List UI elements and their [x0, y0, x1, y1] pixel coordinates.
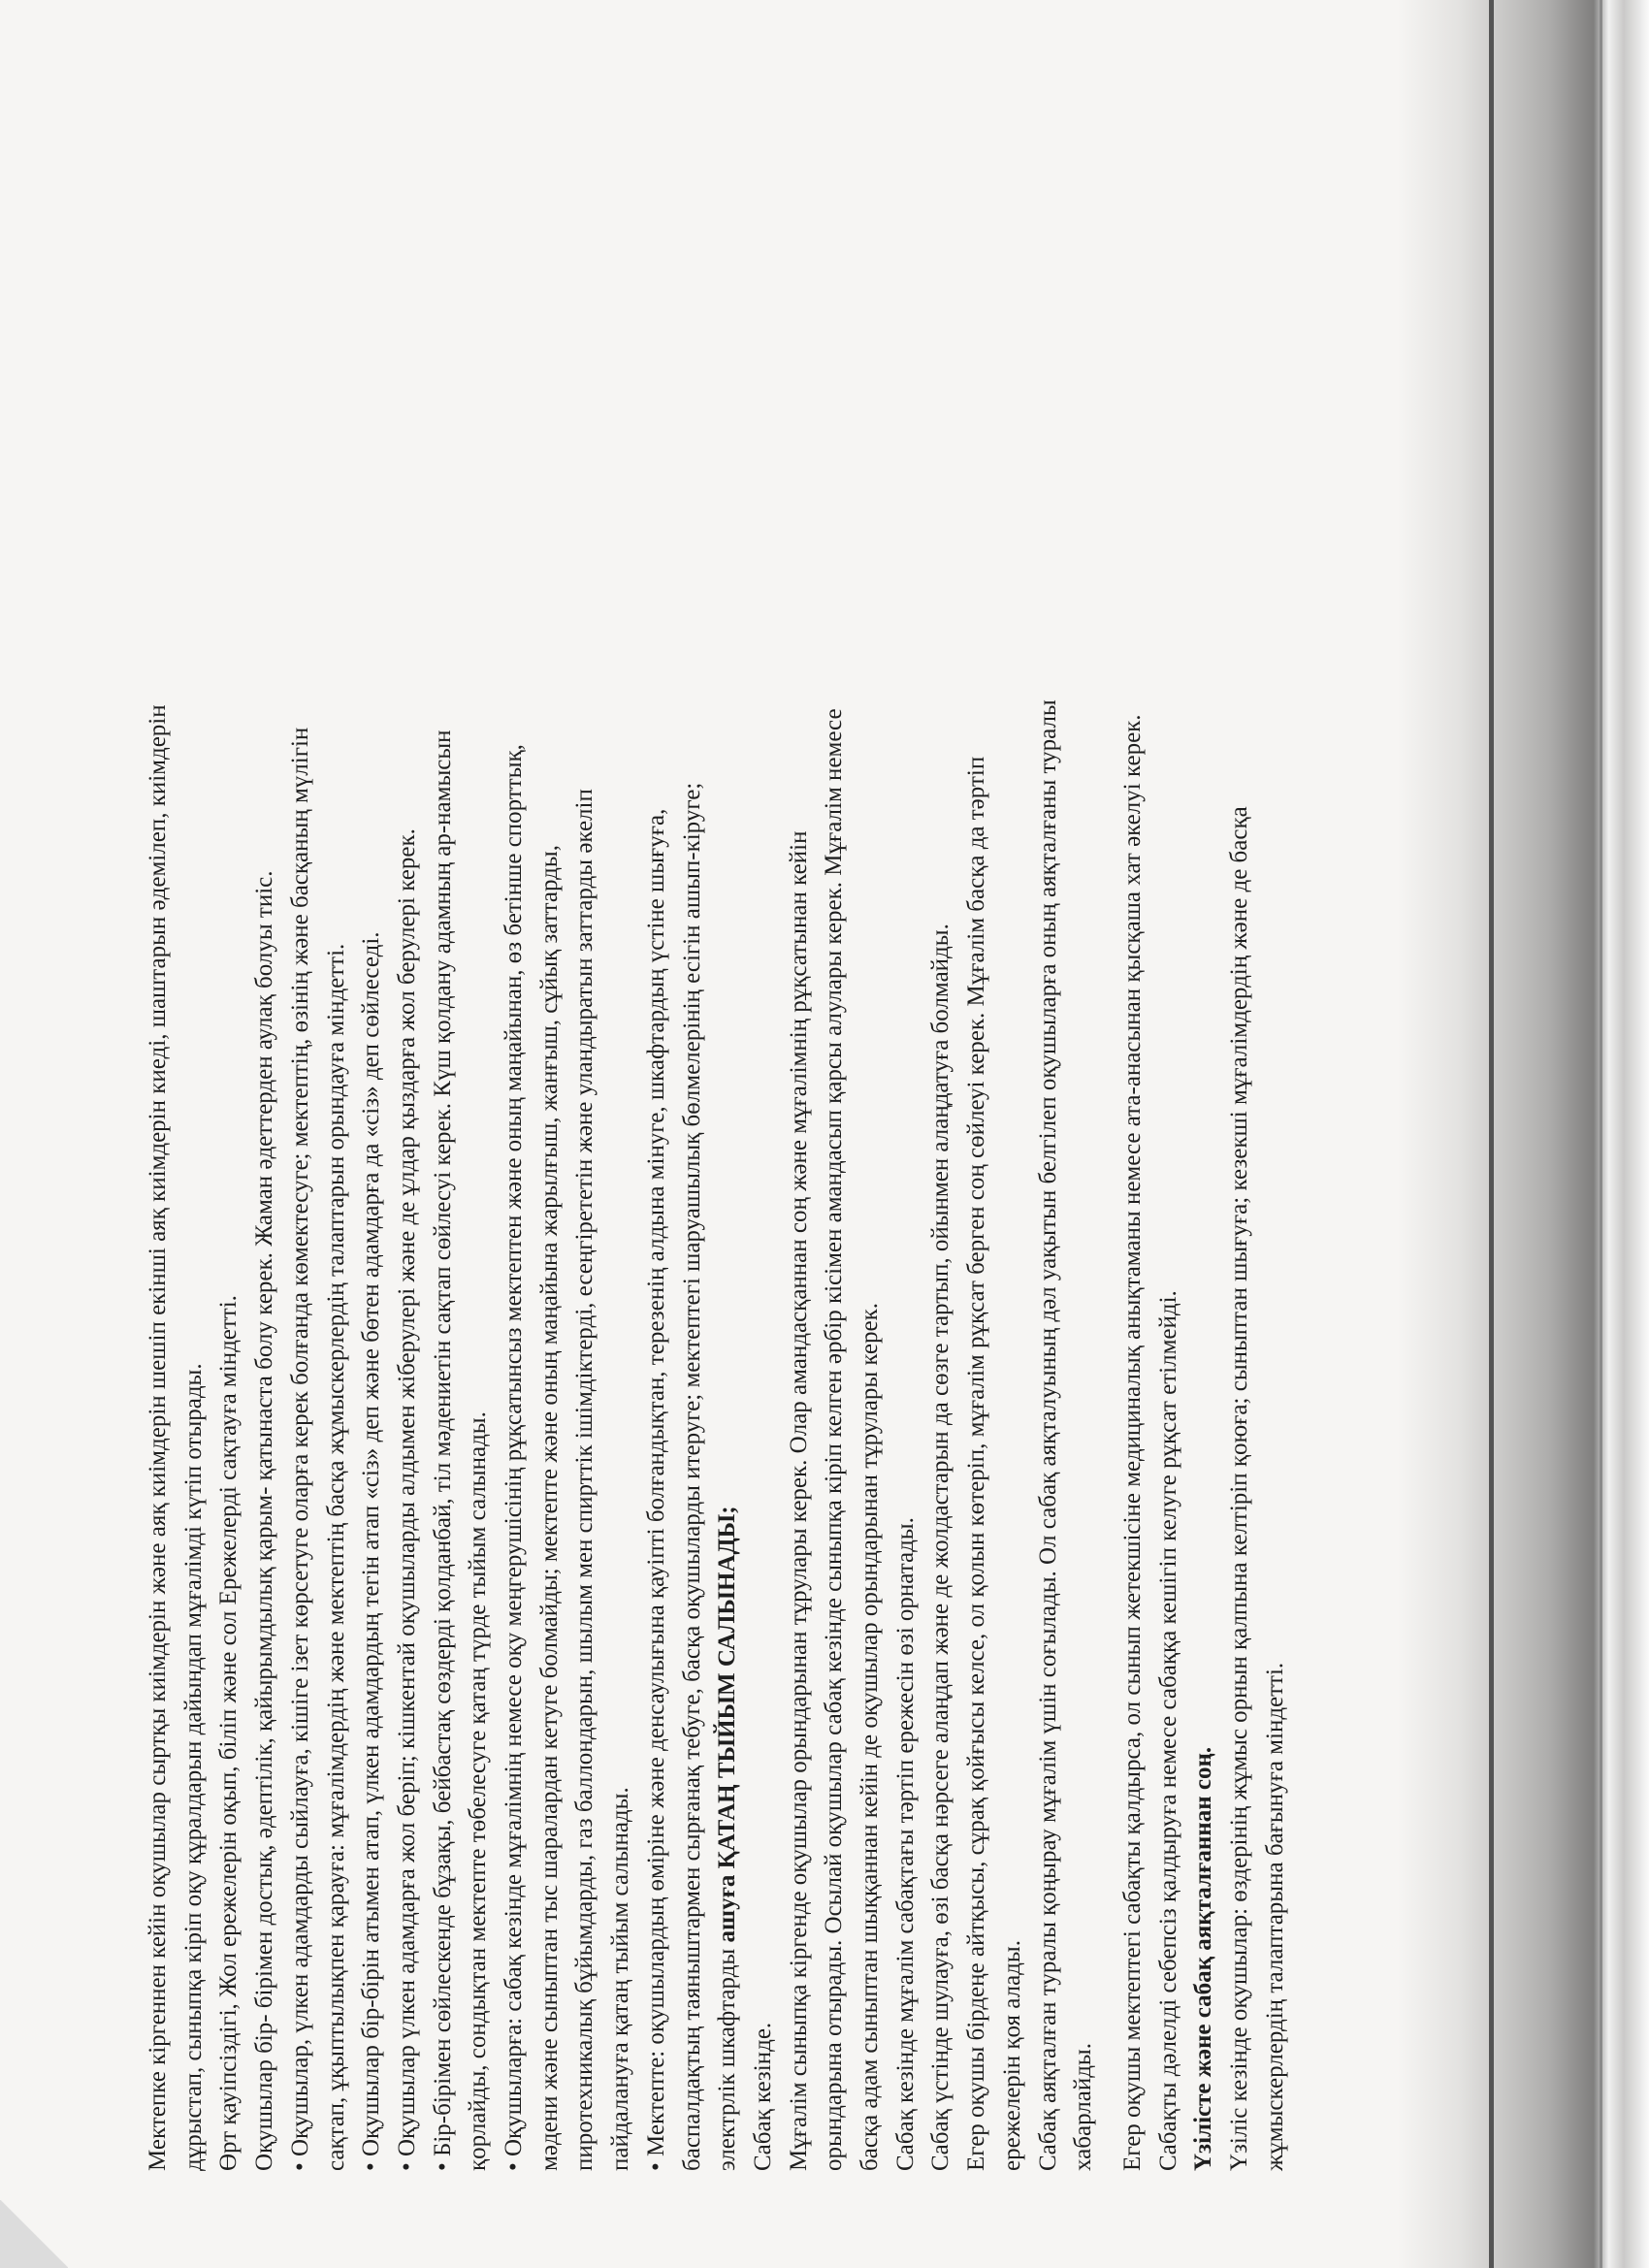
paragraph-gap: [1102, 85, 1116, 2171]
text-line: қорлайды, сондықтан мектепте төбелесуге қатаң түрде тыйым салынады.: [465, 1411, 492, 2171]
scanner-edge-line: [1489, 0, 1494, 2268]
page-corner: [0, 2200, 68, 2268]
text-line: хабарлайды.: [1070, 2043, 1097, 2171]
prohibition-emphasis: ашуға ҚАТАҢ ТЫЙЫМ САЛЫНАДЫ;: [714, 1506, 741, 1943]
text-line: сақтап, ұқыптылықпен қарауға: мұғалімдердің және мектептің басқа жұмыскерлердің талаптарын орындауға міндетті.: [322, 943, 349, 2171]
text-line: орындарына отырады. Осылай оқушылар сабақ кезінде сыныпқа кіріп келген әрбір кісімен амандасып қарсы алулары керек. Мұғалім немесе: [821, 708, 848, 2171]
text-line: Мектепке кіргеннен кейін оқушылар сыртқы киімдерін және аяқ киімдерін шешіп екінші аяқ киімдерін киеді, шаштарын әдемілеп, киімдерін: [145, 704, 171, 2171]
text-line: [710, 85, 746, 2171]
text-line: Сабақ үстінде шулауға, өзі басқа нәрсеге алаңдап және де жолдастарын да сөзге тартып, ойынмен алаңдатуға болмайды.: [927, 923, 954, 2171]
text-line: басқа адам сыныптан шыққаннан кейін де оқушылар орындарынан тұрулары керек.: [857, 1303, 884, 2171]
text-line: пиротехникалық бұйымдарды, газ баллондарын, шылым мен спирттік ішімдіктерді, есеңгірететін және уландыратын заттарды әкеліп: [571, 789, 598, 2171]
text-line: Үзіліс кезінде оқушылар: өздерінің жұмыс орнын қалпына келтіріп қоюға; сыныптан шығуға; кезекші мұғалімдердің және де басқа: [1226, 806, 1253, 2171]
bullet-item: • Бір-бірімен сөйлескенде бұзақы, бейбастақ сөздерді қолданбай, тіл мәдениетін сақтап сөйлесуі керек. Күш қолдану адамның ар-намысын: [429, 729, 456, 2171]
text-line: Өрт қауіпсіздігі, Жол ережелерін оқып, біліп және сол Ережелерді сақтауға міндетті.: [215, 1295, 242, 2171]
bullet-item: • Оқушыларға: сабақ кезінде мұғалімнің немесе оқу меңгерушісінің рұқсатынсыз мектептен және оның маңайынан, өз бетінше спорттық,: [501, 744, 528, 2171]
text-line: мәдени және сыныптан тыс шаралардан кетуге болмайды; мектепте және оның маңайына жарылғыш, жанғыш, сұйық заттарды,: [535, 845, 563, 2171]
text-line: ережелерін қоя алады.: [998, 1940, 1025, 2171]
text-line: жұмыскерлердің талаптарына бағынуға міндетті.: [1261, 1662, 1288, 2171]
bullet-item: • Оқушылар үлкен адамдарға жол беріп; кішкентай оқушыларды алдымен жіберулері және де ұлдар қыздарға жол берулері керек.: [393, 828, 420, 2171]
rotated-text-block: [141, 85, 1294, 2171]
text-line: Мұғалім сыныпқа кіргенде оқушылар орындарынан тұрулары керек. Олар амандасқаннан соң және мұғалімнің рұқсатынан кейін: [785, 830, 812, 2171]
text-line: Егер оқушы бірдеңе айтқысы, сұрақ қойғысы келсе, ол қолын көтеріп, мұғалім рұқсат берген соң сөйлеуі керек. Мұғалім басқа да тәртіп: [963, 756, 990, 2171]
text-line: Оқушылар бір- бірімен достық, әдептілік, қайырымдылық қарым- қатынаста болу керек. Жаман әдеттерден аулақ болуы тиіс.: [251, 870, 278, 2171]
section-heading-break-text: Үзілісте және сабақ аяқталғаннан соң.: [1190, 1746, 1217, 2171]
scanner-edge-shadow: [1397, 0, 1649, 2268]
text-line: Сабақ аяқталған туралы қоңырау мұғалім үшін соғылады. Ол сабақ аяқталуының дәл уақытын белгілеп оқушыларға оның аяқталғаны туралы: [1034, 699, 1061, 2171]
text-line: Сабақ кезінде мұғалім сабақтағы тәртіп ережесін өзі орнатады.: [891, 1517, 919, 2171]
scanner-edge-line: [1600, 0, 1602, 2268]
text-line: пайдалануға қатаң тыйым салынады.: [607, 1787, 634, 2171]
text-line: баспалдақтың таяныштармен сырғанақ тебуге, басқа оқушыларды итеруге; мектептегі шаруашылық бөлмелерінің есігін ашып-кіруге;: [678, 782, 705, 2171]
text-line: дұрыстап, сыныпқа кіріп оқу құралдарын дайындап мұғалімді күтіп отырады.: [179, 1363, 207, 2171]
text-line: Егер оқушы мектептегі сабақты қалдырса, ол сынып жетекшісіне медициналық анықтаманы немесе ата-анасынан қысқаша хат әкелуі керек.: [1118, 714, 1146, 2171]
text-line: Сабақты дәлелді себепсіз қалдыруға немесе сабаққа кешігіп келуге рұқсат етілмейді.: [1154, 1290, 1181, 2171]
section-heading-break: [1186, 85, 1222, 2171]
text-span: электрлік шкафтарды: [714, 1942, 741, 2171]
section-heading-lesson: Сабақ кезінде.: [749, 2022, 776, 2171]
bullet-item: • Мектепте: оқушылардың өміріне және денсаулығына қауіпті болғандықтан, терезенің алдына мінуге, шкафтардың үстіне шығуға,: [642, 808, 669, 2171]
bullet-item: • Оқушылар, үлкен адамдарды сыйлауға, кішіге ізет көрсетуге оларға керек болғанда көмектесуге; мектептің, өзінің және басқаның мүлігін: [286, 727, 313, 2171]
bullet-item: • Оқушылар бір-бірін атымен атап, үлкен адамдардың тегін атап «сіз» деп және бөтен адамдарға да «сіз» деп сөйлеседі.: [358, 931, 385, 2171]
